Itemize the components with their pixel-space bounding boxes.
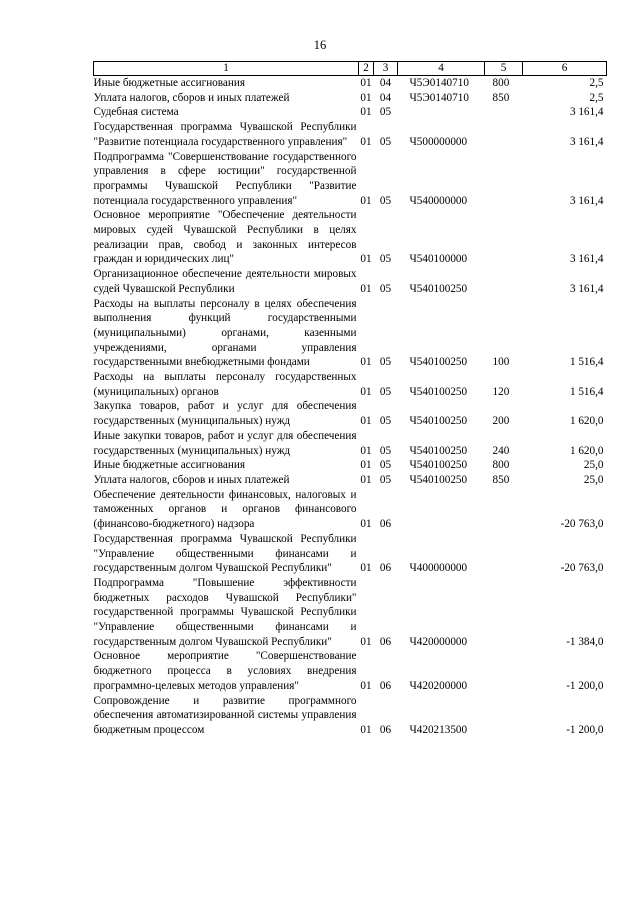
row-target-article: Ч540100250	[409, 356, 468, 369]
row-expense-type: 850	[492, 91, 510, 104]
row-subsection: 05	[379, 385, 392, 398]
row-name: Государственная программа Чувашской Республики "Управление общественными финансами и государственным долгом Чувашской Республики"	[93, 532, 357, 575]
row-subsection: 06	[379, 723, 392, 736]
header-col-3: 3	[374, 62, 398, 76]
header-col-1: 1	[94, 62, 359, 76]
row-section: 01	[360, 473, 372, 486]
row-name: Уплата налогов, сборов и иных платежей	[93, 91, 290, 104]
row-name: Иные закупки товаров, работ и услуг для обеспечения государственных (муниципальных) нужд	[93, 429, 357, 457]
row-amount: 2,5	[589, 77, 604, 89]
row-subsection: 05	[379, 444, 392, 457]
row-amount: 25,0	[583, 473, 604, 486]
row-subsection: 05	[379, 356, 392, 369]
row-section: 01	[360, 459, 372, 472]
row-expense-type	[485, 532, 523, 576]
row-amount: 3 161,4	[569, 253, 604, 266]
row-section: 01	[360, 135, 372, 148]
header-col-5: 5	[485, 62, 523, 76]
row-expense-type: 240	[492, 444, 510, 457]
row-target-article: Ч420213500	[409, 723, 468, 736]
row-expense-type: 200	[492, 415, 510, 428]
row-name: Расходы на выплаты персоналу государственных (муниципальных) органов	[93, 371, 357, 398]
row-name: Государственная программа Чувашской Республики "Развитие потенциала государственного управления"	[93, 121, 357, 148]
row-expense-type	[485, 150, 523, 209]
row-subsection: 05	[379, 194, 392, 207]
row-target-article: Ч5Э0140710	[409, 77, 469, 89]
row-name: Уплата налогов, сборов и иных платежей	[93, 473, 290, 486]
row-section: 01	[360, 385, 372, 398]
row-name: Закупка товаров, работ и услуг для обеспечения государственных (муниципальных) нужд	[93, 400, 357, 428]
row-amount: -20 763,0	[560, 562, 604, 575]
header-col-4: 4	[398, 62, 485, 76]
row-expense-type: 850	[492, 473, 510, 486]
table-row	[94, 429, 607, 458]
table-row	[94, 120, 607, 149]
row-amount: 2,5	[589, 91, 604, 104]
row-section: 01	[360, 723, 372, 736]
row-amount: 3 161,4	[569, 194, 604, 207]
row-name: Иные бюджетные ассигнования	[93, 77, 245, 89]
row-target-article: Ч540100250	[409, 444, 468, 457]
row-target-article: Ч5Э0140710	[409, 91, 469, 104]
row-amount: 25,0	[583, 459, 604, 472]
table-header-row	[94, 62, 607, 76]
row-name: Иные бюджетные ассигнования	[93, 459, 245, 472]
table-row	[94, 267, 607, 296]
table-row	[94, 576, 607, 650]
row-target-article: Ч500000000	[409, 135, 468, 148]
row-section: 01	[360, 679, 372, 692]
row-subsection: 05	[379, 282, 392, 295]
row-section: 01	[360, 518, 372, 531]
row-subsection: 06	[379, 518, 392, 531]
row-subsection: 06	[379, 635, 392, 648]
row-target-article: Ч540100000	[409, 253, 468, 266]
row-target-article: Ч420200000	[409, 679, 468, 692]
row-amount: 3 161,4	[569, 106, 604, 119]
row-expense-type	[485, 694, 523, 738]
row-name: Судебная система	[93, 106, 179, 119]
row-subsection: 05	[379, 253, 392, 266]
row-subsection: 05	[379, 415, 392, 428]
table-row	[94, 458, 607, 473]
row-amount: -20 763,0	[560, 518, 604, 531]
row-expense-type	[485, 105, 523, 120]
row-target-article: Ч540100250	[409, 415, 468, 428]
row-section: 01	[360, 415, 372, 428]
row-name: Подпрограмма "Повышение эффективности бюджетных расходов Чувашской Республики" государственной программы Чувашской Республики "Управление общественными финансами и государственным долгом Чувашской Республики"	[93, 576, 357, 648]
row-amount: 1 516,4	[569, 385, 604, 398]
row-target-article: Ч540000000	[409, 194, 468, 207]
row-expense-type: 800	[492, 459, 510, 472]
table-row	[94, 649, 607, 693]
row-section: 01	[360, 635, 372, 648]
row-amount: 1 620,0	[569, 415, 604, 428]
row-expense-type	[485, 649, 523, 693]
row-section: 01	[360, 194, 372, 207]
row-subsection: 04	[379, 77, 392, 89]
row-subsection: 05	[379, 473, 392, 486]
row-subsection: 05	[379, 106, 392, 119]
table-row	[94, 532, 607, 576]
row-expense-type	[485, 208, 523, 267]
row-target-article: Ч540100250	[409, 385, 468, 398]
row-name: Расходы на выплаты персоналу в целях обеспечения выполнения функций государственными (муниципальными) органами, казенными учреждениями, органами управления государственными внебюджетными фондами	[93, 297, 357, 369]
row-expense-type	[485, 267, 523, 296]
row-amount: -1 200,0	[566, 679, 604, 692]
row-amount: -1 200,0	[566, 723, 604, 736]
row-expense-type	[485, 120, 523, 149]
row-name: Основное мероприятие "Обеспечение деятельности мировых судей Чувашской Республики в целях реализации прав, свобод и законных интересов граждан и юридических лиц"	[93, 209, 357, 266]
row-subsection: 05	[379, 135, 392, 148]
table-row	[94, 105, 607, 120]
row-expense-type	[485, 488, 523, 532]
row-amount: 3 161,4	[569, 282, 604, 295]
table-row	[94, 488, 607, 532]
row-target-article: Ч420000000	[409, 635, 468, 648]
budget-table	[93, 61, 607, 738]
row-amount: 1 620,0	[569, 444, 604, 457]
row-name: Организационное обеспечение деятельности мировых судей Чувашской Республики	[93, 268, 357, 295]
row-target-article	[398, 105, 485, 120]
row-target-article: Ч540100250	[409, 459, 468, 472]
row-amount: -1 384,0	[566, 635, 604, 648]
table-row	[94, 297, 607, 371]
row-subsection: 04	[379, 91, 392, 104]
table-row	[94, 150, 607, 209]
row-name: Обеспечение деятельности финансовых, налоговых и таможенных органов и органов финансового (финансово-бюджетного) надзора	[93, 488, 357, 531]
header-col-6: 6	[523, 62, 607, 76]
table-row	[94, 370, 607, 399]
row-section: 01	[360, 91, 372, 104]
table-row	[94, 91, 607, 106]
row-target-article: Ч540100250	[409, 473, 468, 486]
row-section: 01	[360, 106, 372, 119]
page-number: 16	[313, 38, 327, 52]
row-section: 01	[360, 253, 372, 266]
row-name: Сопровождение и развитие программного обеспечения автоматизированной системы управления бюджетным процессом	[93, 694, 357, 736]
row-section: 01	[360, 562, 372, 575]
table-row	[94, 694, 607, 738]
row-section: 01	[360, 444, 372, 457]
row-name: Основное мероприятие "Совершенствование бюджетного процесса в условиях внедрения программно-целевых методов управления"	[93, 650, 357, 692]
row-section: 01	[360, 77, 372, 89]
row-amount: 1 516,4	[569, 356, 604, 369]
row-target-article: Ч400000000	[409, 562, 468, 575]
row-target-article	[398, 488, 485, 532]
table-row	[94, 473, 607, 488]
row-target-article: Ч540100250	[409, 282, 468, 295]
row-subsection: 05	[379, 459, 392, 472]
header-col-2: 2	[359, 62, 374, 76]
row-subsection: 06	[379, 562, 392, 575]
table-row	[94, 399, 607, 428]
row-expense-type: 100	[492, 356, 510, 369]
row-expense-type	[485, 576, 523, 650]
row-amount: 3 161,4	[569, 135, 604, 148]
row-name: Подпрограмма "Совершенствование государственного управления в сфере юстиции" государственной программы Чувашской Республики "Развитие потенциала государственного управления"	[93, 150, 357, 207]
row-expense-type: 120	[492, 385, 510, 398]
row-section: 01	[360, 282, 372, 295]
row-expense-type: 800	[492, 77, 510, 89]
row-subsection: 06	[379, 679, 392, 692]
table-row	[94, 76, 607, 91]
table-row	[94, 208, 607, 267]
row-section: 01	[360, 356, 372, 369]
